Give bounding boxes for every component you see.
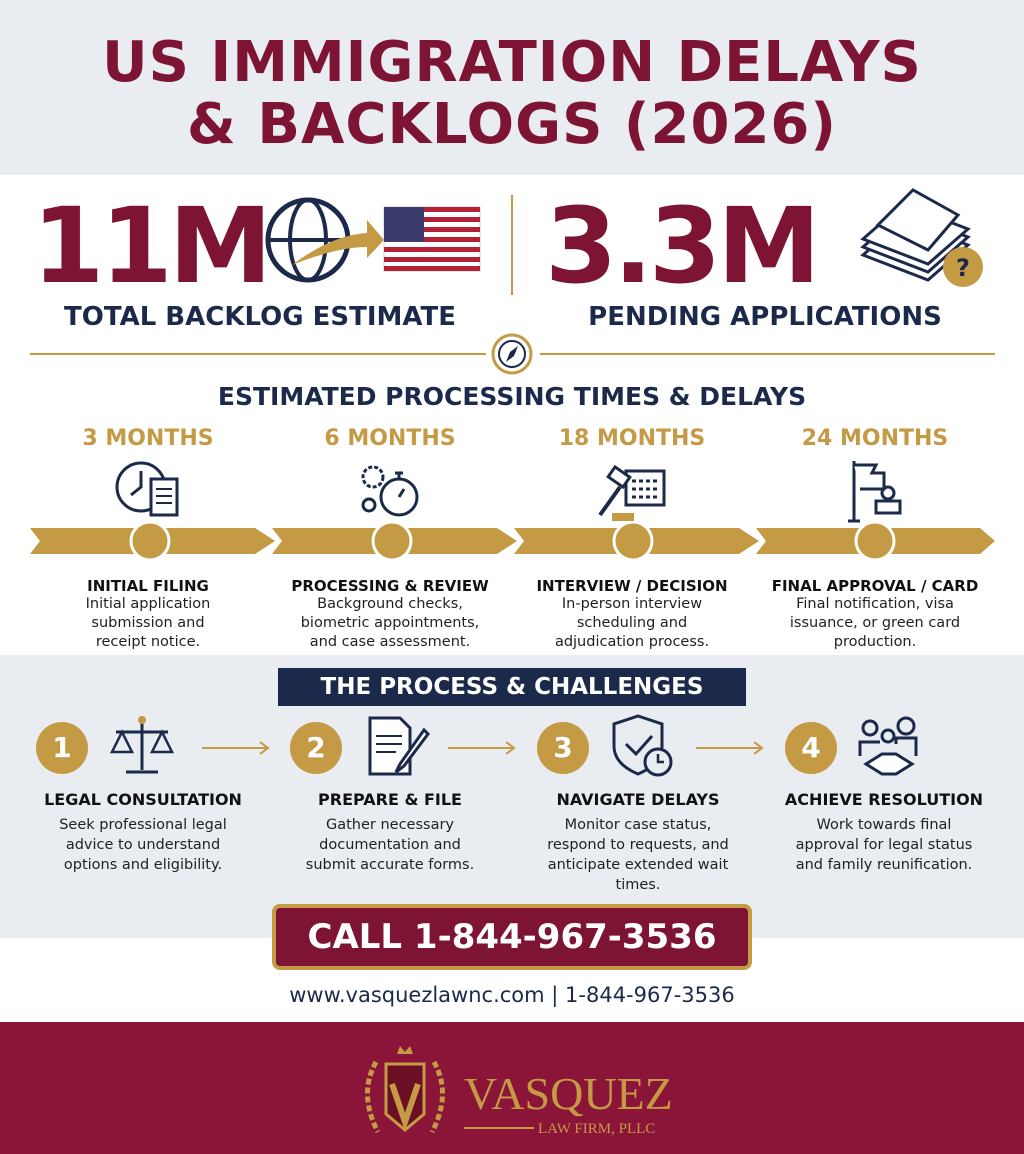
family-handshake-icon <box>856 714 922 780</box>
paper-stack-question-icon <box>858 185 988 295</box>
timeline-stage <box>512 426 752 652</box>
pending-label: PENDING APPLICATIONS <box>588 302 942 332</box>
step-title: ACHIEVE RESOLUTION <box>784 790 984 809</box>
logo-sub: LAW FIRM, PLLC <box>538 1121 656 1137</box>
step-desc-2: advice to understand <box>65 837 221 853</box>
logo-name: VASQUEZ <box>464 1068 673 1119</box>
divider-left <box>30 353 486 355</box>
stage-desc-2: submission and <box>91 615 205 631</box>
step-desc-1: Seek professional legal <box>59 817 227 833</box>
step-title: NAVIGATE DELAYS <box>556 790 720 809</box>
process-step <box>518 790 758 895</box>
stage-desc-1: Background checks, <box>317 596 463 612</box>
stage-title: INTERVIEW / DECISION <box>536 577 728 595</box>
step-title: PREPARE & FILE <box>318 790 462 809</box>
vasquez-logo <box>356 1044 676 1140</box>
stage-desc-3: production. <box>833 634 917 650</box>
call-button[interactable]: CALL 1-844-967-3536 <box>272 904 752 970</box>
title-line-2: & BACKLOGS (2026) <box>187 92 837 157</box>
contact-line[interactable]: www.vasquezlawnc.com | 1-844-967-3536 <box>289 983 735 1007</box>
title-line-1: US IMMIGRATION DELAYS <box>102 30 922 95</box>
clock-document-icon <box>113 457 183 523</box>
timeline-stage <box>270 426 510 652</box>
step-title: LEGAL CONSULTATION <box>44 790 242 809</box>
pending-value: 3.3M <box>545 185 817 307</box>
stage-title: INITIAL FILING <box>87 577 209 595</box>
step-desc-3: options and eligibility. <box>63 857 223 873</box>
stage-desc-1: Initial application <box>85 596 211 612</box>
step-desc-3: submit accurate forms. <box>305 857 475 873</box>
globe-arrow-flag-icon <box>262 195 482 285</box>
backlog-label: TOTAL BACKLOG ESTIMATE <box>64 302 456 332</box>
step-desc-1: Work towards final <box>816 817 952 833</box>
process-heading: THE PROCESS & CHALLENGES <box>278 668 746 706</box>
step-desc-2: approval for legal status <box>795 837 973 853</box>
step-number: 4 <box>785 722 837 774</box>
step-arrows <box>198 738 778 758</box>
step-desc-1: Monitor case status, <box>564 817 712 833</box>
process-step <box>23 790 263 875</box>
stage-duration: 24 MONTHS <box>801 426 949 451</box>
step-desc-3: and family reunification. <box>795 857 973 873</box>
timeline-heading: ESTIMATED PROCESSING TIMES & DELAYS <box>217 382 807 411</box>
step-desc-2: respond to requests, and <box>547 837 729 853</box>
step-desc-3: anticipate extended wait <box>547 857 729 873</box>
stage-desc-2: biometric appointments, <box>300 615 480 631</box>
gavel-calendar-icon <box>592 457 672 523</box>
flag-stamp-icon <box>840 457 910 523</box>
stage-desc-3: adjudication process. <box>554 634 710 650</box>
timeline-stage <box>28 426 268 652</box>
svg-text:?: ? <box>956 254 970 282</box>
step-number: 3 <box>537 722 589 774</box>
stage-desc-1: Final notification, visa <box>796 596 954 612</box>
step-number: 2 <box>290 722 342 774</box>
divider-right <box>540 353 995 355</box>
stats-divider <box>511 195 513 295</box>
timeline-stage <box>755 426 995 652</box>
stage-desc-2: scheduling and <box>576 615 688 631</box>
stage-desc-1: In-person interview <box>561 596 703 612</box>
title-band <box>0 0 1024 175</box>
step-desc-4: times. <box>615 877 661 893</box>
compass-icon <box>490 332 534 376</box>
backlog-value: 11M <box>32 185 269 307</box>
footer <box>0 1022 1024 1154</box>
stage-desc-3: and case assessment. <box>309 634 471 650</box>
stage-duration: 3 MONTHS <box>82 426 214 451</box>
stage-title: PROCESSING & REVIEW <box>291 577 489 595</box>
stage-duration: 6 MONTHS <box>324 426 456 451</box>
stage-desc-2: issuance, or green card <box>789 615 961 631</box>
step-desc-1: Gather necessary <box>325 817 455 833</box>
process-step <box>270 790 510 875</box>
stage-title: FINAL APPROVAL / CARD <box>771 577 979 595</box>
stage-desc-3: receipt notice. <box>95 634 201 650</box>
process-step <box>764 790 1004 875</box>
stage-duration: 18 MONTHS <box>558 426 706 451</box>
step-number: 1 <box>36 722 88 774</box>
scales-icon <box>108 714 176 780</box>
gears-stopwatch-icon <box>355 457 425 523</box>
step-desc-2: documentation and <box>319 837 461 853</box>
